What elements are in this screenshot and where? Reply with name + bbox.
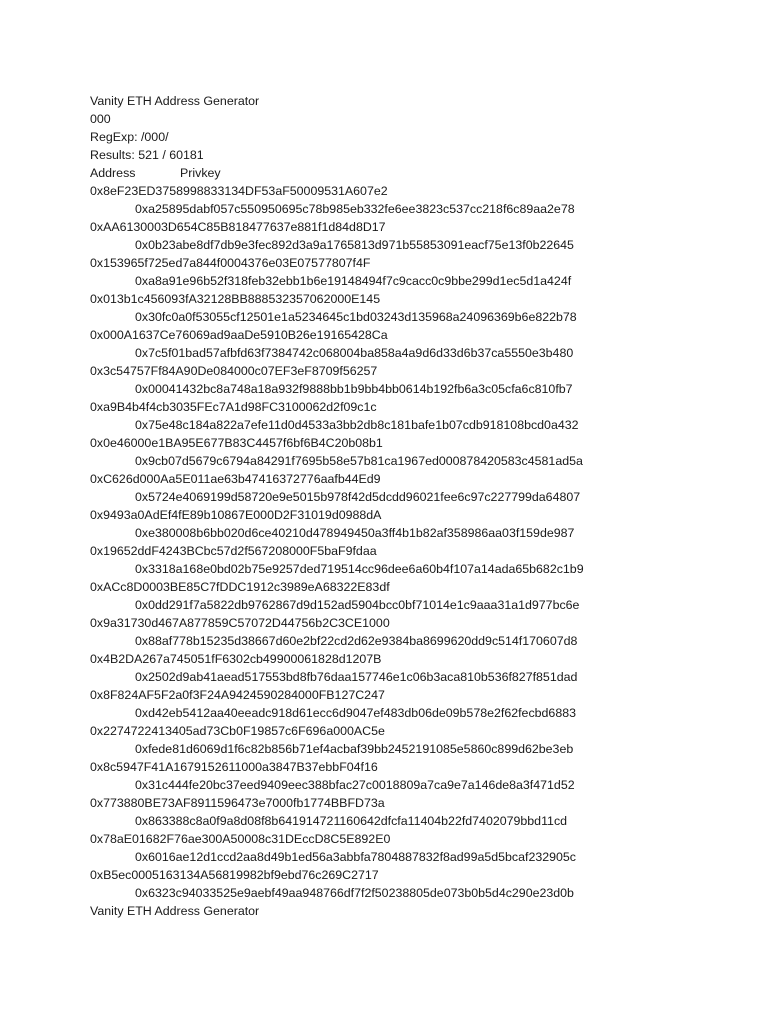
entry-privkey: 0xe380008b6bb020d6ce40210d478949450a3ff4b1b82af358986aa03f159de987	[135, 526, 575, 540]
list-item	[90, 434, 760, 470]
entry-address: 0x8c5947F41A1679152611000a3847B37ebbF04f16	[90, 760, 378, 774]
entry-privkey: 0x3318a168e0bd02b75e9257ded719514cc96dee6a60b4f107a14ada65b682c1b9	[135, 562, 584, 576]
entry-privkey: 0x5724e4069199d58720e9e5015b978f42d5dcdd96021fee6c97c227799da64807	[135, 490, 581, 504]
list-item	[90, 722, 760, 758]
entry-privkey: 0x0dd291f7a5822db9762867d9d152ad5904bcc0bf71014e1c9aaa31a1d977bc6e	[135, 598, 580, 612]
entry-privkey: 0x6016ae12d1ccd2aa8d49b1ed56a3abbfa7804887832f8ad99a5d5bcaf232905c	[135, 850, 576, 864]
entry-privkey: 0xa8a91e96b52f318feb32ebb1b6e19148494f7c9cacc0c9bbe299d1ec5d1a424f	[135, 274, 572, 288]
entry-address: 0xB5ec0005163134A56819982bf9ebd76c269C2717	[90, 868, 379, 882]
list-item	[90, 290, 760, 326]
entry-address: 0x78aE01682F76ae300A50008c31DEccD8C5E892E0	[90, 832, 391, 846]
entry-address: 0xACc8D0003BE85C7fDDC1912c3989eA68322E83df	[90, 580, 390, 594]
list-item	[90, 254, 760, 290]
entry-privkey: 0x31c444fe20bc37eed9409eec388bfac27c0018809a7ca9e7a146de8a3f471d52	[135, 778, 575, 792]
results-count: Results: 521 / 60181	[90, 148, 204, 162]
list-item	[90, 542, 760, 578]
list-item	[90, 794, 760, 830]
entry-address: 0xAA6130003D654C85B818477637e881f1d84d8D17	[90, 220, 386, 234]
document-page	[90, 92, 760, 920]
entry-address: 0x0e46000e1BA95E677B83C4457f6bf6B4C20b08b1	[90, 436, 383, 450]
list-item	[90, 362, 760, 398]
entry-address: 0x000A1637Ce76069ad9aaDe5910B26e19165428Ca	[90, 328, 388, 342]
regexp-label: RegExp: /000/	[90, 130, 169, 144]
entry-address: 0x773880BE73AF8911596473e7000fb1774BBFD73a	[90, 796, 385, 810]
entry-privkey: 0xd42eb5412aa40eeadc918d61ecc6d9047ef483db06de09b578e2f62fecbd6883	[135, 706, 576, 720]
entry-privkey: 0x863388c8a0f9a8d08f8b641914721160642dfcfa11404b22fd7402079bbd11cd	[135, 814, 568, 828]
entry-address: 0x3c54757Ff84A90De084000c07EF3eF8709f56257	[90, 364, 378, 378]
entry-address: 0x8eF23ED3758998833134DF53aF50009531A607e2	[90, 184, 388, 198]
list-item	[90, 470, 760, 506]
entry-privkey: 0x88af778b15235d38667d60e2bf22cd2d62e9384ba8699620dd9c514f170607d8	[135, 634, 578, 648]
list-item	[90, 614, 760, 650]
entry-address: 0x2274722413405ad73Cb0F19857c6F696a000AC5e	[90, 724, 385, 738]
list-item	[90, 686, 760, 722]
column-headers	[90, 164, 760, 182]
entry-privkey: 0x00041432bc8a748a18a932f9888bb1b9bb4bb0614b192fb6a3c05cfa6c810fb7	[135, 382, 573, 396]
entry-address: 0x013b1c456093fA32128BB888532357062000E145	[90, 292, 381, 306]
entry-address: 0x9493a0AdEf4fE89b10867E000D2F31019d0988dA	[90, 508, 382, 522]
results-list	[90, 182, 760, 902]
entry-address: 0x19652ddF4243BCbc57d2f567208000F5baF9fdaa	[90, 544, 377, 558]
footer-title: Vanity ETH Address Generator	[90, 904, 260, 918]
entry-address: 0x153965f725ed7a844f0004376e03E07577807f4F	[90, 256, 371, 270]
page-title: Vanity ETH Address Generator	[90, 94, 260, 108]
list-item	[90, 830, 760, 866]
entry-privkey: 0xa25895dabf057c550950695c78b985eb332fe6ee3823c537cc218f6c89aa2e78	[135, 202, 575, 216]
list-item	[90, 578, 760, 614]
entry-address: 0xC626d000Aa5E011ae63b47416372776aafb44Ed9	[90, 472, 381, 486]
search-pattern: 000	[90, 112, 111, 126]
entry-privkey: 0x75e48c184a822a7efe11d0d4533a3bb2db8c181bafe1b07cdb918108bcd0a432	[135, 418, 579, 432]
entry-privkey: 0x6323c94033525e9aebf49aa948766df7f2f50238805de073b0b5d4c290e23d0b	[135, 886, 574, 900]
entry-privkey: 0x9cb07d5679c6794a84291f7695b58e57b81ca1967ed000878420583c4581ad5a	[135, 454, 583, 468]
entry-address: 0x8F824AF5F2a0f3F24A9424590284000FB127C247	[90, 688, 385, 702]
entry-privkey: 0x30fc0a0f53055cf12501e1a5234645c1bd03243d135968a24096369b6e822b78	[135, 310, 577, 324]
entry-privkey: 0x2502d9ab41aead517553bd8fb76daa157746e1c06b3aca810b536f827f851dad	[135, 670, 578, 684]
list-item	[90, 326, 760, 362]
entry-privkey: 0x7c5f01bad57afbfd63f7384742c068004ba858a4a9d6d33d6b37ca5550e3b480	[135, 346, 574, 360]
address-column-header: Address	[90, 166, 136, 180]
list-item	[90, 398, 760, 434]
entry-address: 0x9a31730d467A877859C57072D44756b2C3CE1000	[90, 616, 390, 630]
list-item	[90, 650, 760, 686]
list-item	[90, 182, 760, 218]
entry-privkey: 0x0b23abe8df7db9e3fec892d3a9a1765813d971b55853091eacf75e13f0b22645	[135, 238, 574, 252]
entry-privkey: 0xfede81d6069d1f6c82b856b71ef4acbaf39bb2452191085e5860c899d62be3eb	[135, 742, 574, 756]
entry-address: 0x4B2DA267a745051fF6302cb49900061828d1207B	[90, 652, 382, 666]
list-item	[90, 218, 760, 254]
list-item	[90, 866, 760, 902]
privkey-column-header: Privkey	[180, 166, 221, 180]
list-item	[90, 758, 760, 794]
entry-address: 0xa9B4b4f4cb3035FEc7A1d98FC3100062d2f09c1c	[90, 400, 377, 414]
list-item	[90, 506, 760, 542]
